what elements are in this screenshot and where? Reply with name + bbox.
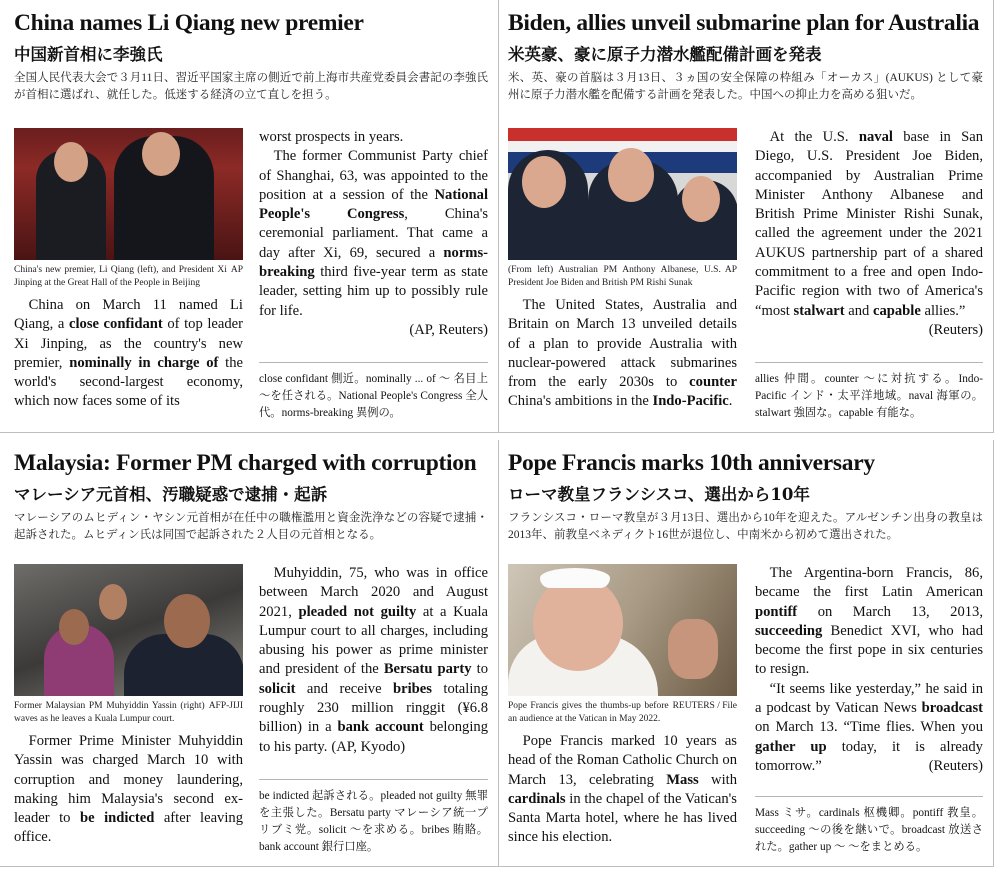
article-columns [508,564,983,860]
article [0,440,499,867]
japanese-headline: ローマ教皇フランシスコ、選出から10年 [508,485,810,504]
paragraph [14,296,243,412]
paragraph [259,564,488,757]
caption-text: China's new premier, Li Qiang (left), and President Xi Jinping at the Great Hall of the People in Beijing [14,265,227,288]
news-photo[interactable] [508,128,737,260]
body-text: China on March 11 named Li Qiang, a [14,297,243,333]
glossary: allies 仲間。counter ～に対抗する。Indo-Pacific インド・太平洋地域。naval 海軍の。stalwart 強固な。capable 有能な。 [755,362,983,422]
body-text: and receive [295,680,394,697]
vocab-term: Mass [666,771,699,788]
body-text: Muhyiddin, 75, who was in office between March 2020 and August 2021, [259,565,488,620]
photo-credit: AFP-JIJI [208,701,243,711]
paragraph [755,680,983,776]
vocab-term: National People's Congress [259,186,488,223]
headline: Malaysia: Former PM charged with corruption [14,450,477,476]
body-left [14,732,243,848]
photo-credit: REUTERS / File [672,701,737,711]
vocab-term: Indo-Pacific [652,393,729,410]
body-text: “It seems like yesterday,” he said in a podcast by Vatican News [755,680,983,717]
left-column [14,564,243,860]
body-text: totaling roughly 230 million ringgit (¥6.8 billion) in a [259,680,488,736]
body-text: The Argentina-born Francis, 86, became the first Latin American [755,565,983,601]
news-source: (Reuters) [928,757,983,774]
body-text: and [844,302,873,319]
paragraph [755,128,983,338]
vocab-term: pleaded not guilty [298,603,417,620]
body-text: base in San Diego, U.S. President Joe Biden, accompanied by Australian Prime Minister Anthony Albanese and British Prime Minister Rishi Sunak, called the agreement under the 2021 AUKUS partnership part of a shared commitment to a free and open Indo-Pacific region with two of America's “most [755,129,983,319]
left-column [508,564,737,860]
headline: Biden, allies unveil submarine plan for Australia [508,10,980,36]
right-column [259,564,488,860]
body-text: worst prospects in years. [259,129,404,145]
body-text: , China's ceremonial parliament. That came a day after Xi, 69, secured a [259,206,488,261]
vocab-term: counter [689,374,737,391]
article-columns [14,564,488,860]
body-text: on March 13. “Time flies. When you [755,719,983,736]
article [499,0,994,433]
caption-text: (From left) Australian PM Anthony Albanese, U.S. President Joe Biden and British PM Rishi Sunak [508,265,721,288]
body-text: allies.” [920,302,966,319]
photo-shape [54,142,88,182]
body-right [755,128,983,340]
body-left [508,732,737,848]
vocab-term: norms-breaking [259,244,488,281]
photo-shape [608,148,654,202]
photo-shape [142,132,180,176]
vocab-term: be indicted [79,810,155,827]
article-columns [14,128,488,426]
photo-shape [540,568,610,588]
photo-caption [14,264,243,290]
photo-credit: AP [724,265,737,275]
paragraph [508,732,737,848]
caption-text: Former Malaysian PM Muhyiddin Yassin (right) waves as he leaves a Kuala Lumpur court. [14,701,205,724]
photo-shape [522,156,566,208]
right-column [259,128,488,426]
body-right [259,564,488,757]
body-text: Pope Francis marked 10 years as head of the Roman Catholic Church on March 13, celebrating [508,733,737,788]
body-text: in the chapel of the Vatican's Santa Marta hotel, where he has lived since his election. [508,790,737,846]
body-text: The United States, Australia and Britain on March 13 unveiled details of a plan to provide Australia with nuclear-powered attack submarines from the early 2030s to [508,297,737,391]
vocab-term: solicit [259,680,296,697]
body-text: belonging to his party. [259,719,488,755]
japanese-lead: 米、英、豪の首脳は３月13日、３ヵ国の安全保障の枠組み「オーカス」(AUKUS) として豪州に原子力潜水艦を配備する計画を発表した。中国への抑止力を高める狙いだ。 [508,72,983,101]
glossary: be indicted 起訴される。pleaded not guilty 無罪を主張した。Bersatu party マレーシア統一プリブミ党。solicit ～を求める。bribes 賄賂。bank account 銀行口座。 [259,779,488,856]
body-text: Benedict XVI, who had become the first pope in six centuries to resign. [755,622,983,678]
body-text: to [471,661,488,678]
japanese-headline: 米英豪、豪に原子力潜水艦配備計画を発表 [508,45,822,64]
vocab-term: naval [858,129,893,145]
vocab-term: bank account [337,719,424,736]
body-text: . [728,393,733,410]
vocab-term: Bersatu party [383,661,472,678]
paragraph [259,147,488,340]
right-column [755,128,983,426]
paragraph [755,564,983,680]
photo-shape [99,584,127,620]
photo-credit: AP [230,265,243,275]
body-left [508,296,737,412]
body-left [14,296,243,412]
body-text: China's ambitions in the [508,393,653,410]
paragraph [508,296,737,412]
body-right [259,128,488,340]
paragraph [259,128,488,147]
news-source: (AP, Reuters) [409,321,488,338]
body-text: today, it is already tomorrow.” [755,738,983,774]
body-text: after leaving office. [14,810,244,846]
right-column [755,564,983,860]
article-columns [508,128,983,426]
photo-caption [508,264,737,290]
body-text: At the U.S. [769,129,859,145]
photo-shape [533,576,623,671]
caption-text: Pope Francis gives the thumbs-up before an audience at the Vatican in May 2022. [508,701,669,724]
vocab-term: cardinals [508,790,566,807]
photo-shape [682,176,720,222]
japanese-headline: 中国新首相に李強氏 [14,45,163,64]
vocab-term: nominally in charge of [69,354,219,371]
body-text: on March 13, 2013, [797,603,983,620]
news-photo[interactable] [14,128,243,260]
photo-caption [14,700,243,726]
glossary: close confidant 側近。nominally ... of ～ 名目上～を任される。National People's Congress 全人代。norms-breaking 異例の。 [259,362,488,422]
vocab-term: capable [872,302,921,319]
japanese-lead: マレーシアのムヒディン・ヤシン元首相が在任中の職権濫用と資金洗浄などの容疑で逮捕・起訴された。ムヒディン氏は同国で起訴された２人目の元首相となる。 [14,512,488,541]
body-text: The former Communist Party chief of Shanghai, 63, was appointed to the position at a session of the [259,148,488,203]
japanese-lead: フランシスコ・ローマ教皇が３月13日、選出から10年を迎えた。アルゼンチン出身の教皇は2013年、前教皇ベネディクト16世が退位し、中南米から初めて選出された。 [508,512,983,541]
article [0,0,499,433]
body-right [755,564,983,776]
vocab-term: close confidant [68,316,163,333]
vocab-term: gather up [755,738,827,755]
paragraph [14,732,243,848]
glossary: Mass ミサ。cardinals 枢機卿。pontiff 教皇。succeeding ～の後を継いで。broadcast 放送された。gather up ～ ～をまとめる。 [755,796,983,856]
body-text: at a Kuala Lumpur court to all charges, including abusing his power as prime minister and president of the [259,603,488,678]
vocab-term: pontiff [755,603,798,620]
photo-shape [164,594,210,648]
photo-shape [59,609,89,645]
news-photo[interactable] [14,564,243,696]
news-photo[interactable] [508,564,737,696]
japanese-headline: マレーシア元首相、汚職疑惑で逮捕・起訴 [14,485,328,504]
headline: Pope Francis marks 10th anniversary [508,450,875,476]
body-text: third five-year term as state leader, setting him up to possibly rule for life. [259,264,488,319]
article [499,440,994,867]
vocab-term: broadcast [921,700,983,717]
body-text: Former Prime Minister Muhyiddin Yassin was charged March 10 with corruption and money laundering, making him Malaysia's second ex-leader to [14,733,243,827]
body-text: with [698,771,737,788]
japanese-lead: 全国人民代表大会で３月11日、習近平国家主席の側近で前上海市共産党委員会書記の李強氏が首相に選ばれ、就任した。低迷する経済の立て直しを担う。 [14,72,488,101]
left-column [508,128,737,426]
body-text: of top leader Xi Jinping, as the country's new premier, [14,316,243,371]
vocab-term: bribes [393,680,432,697]
left-column [14,128,243,426]
photo-caption [508,700,737,726]
news-source: (Reuters) [928,321,983,338]
photo-shape [668,619,718,679]
news-source: (AP, Kyodo) [331,738,406,755]
body-text: the world's second-largest economy, which now faces some of its [14,354,243,410]
vocab-term: succeeding [755,622,823,639]
vocab-term: stalwart [793,302,845,319]
headline: China names Li Qiang new premier [14,10,364,36]
